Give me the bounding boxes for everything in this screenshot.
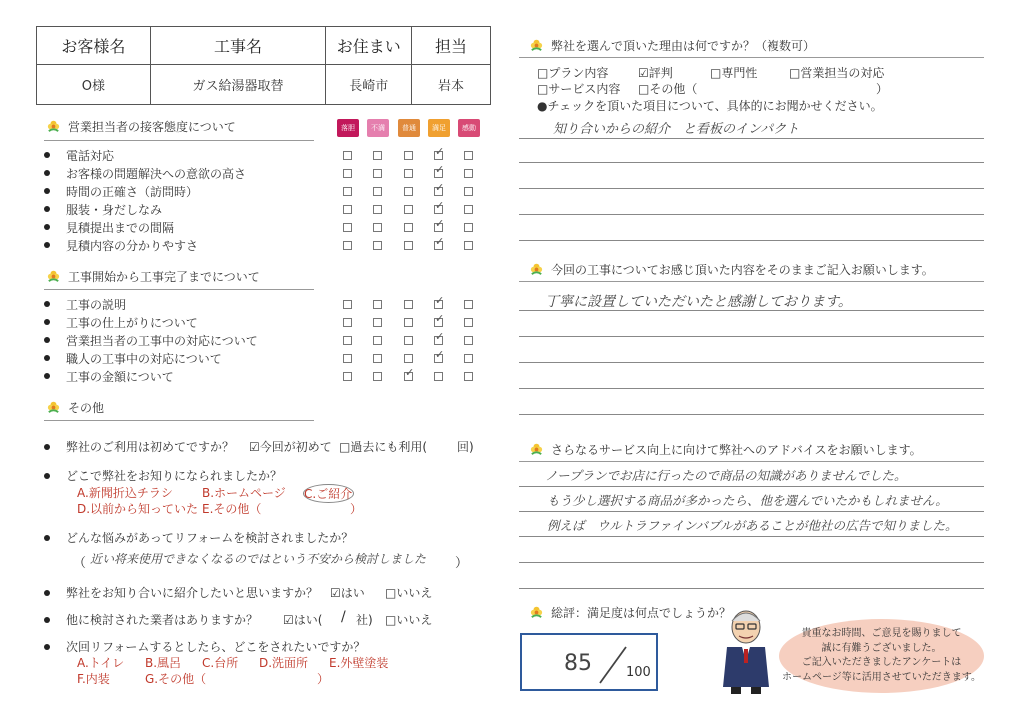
rating-checkbox[interactable] — [343, 187, 352, 196]
section-title: 工事開始から工事完了までについて — [68, 270, 260, 284]
score-box[interactable] — [520, 633, 658, 691]
rating-checkbox[interactable] — [464, 151, 473, 160]
rating-checkbox[interactable] — [404, 354, 413, 363]
bullet — [44, 206, 50, 212]
rating-checkbox[interactable] — [373, 169, 382, 178]
flower-icon — [46, 400, 61, 415]
check-mark-icon: ✓ — [435, 199, 445, 212]
rating-checkbox[interactable] — [343, 318, 352, 327]
check-mark-icon: ✓ — [435, 235, 445, 248]
q-how-know: どこで弊社をお知りになられましたか？ — [44, 467, 282, 484]
rating-checkbox[interactable] — [343, 300, 352, 309]
bullet — [44, 188, 50, 194]
rating-row-label: 工事の仕上がりについて — [66, 315, 198, 330]
check-mark-icon: ✓ — [435, 312, 445, 325]
project-name: ガス給湯器取替 — [150, 65, 326, 105]
opt-reputation[interactable]: ☑評判 — [638, 66, 673, 80]
staff-value: 岩本 — [412, 65, 491, 105]
customer-name: O様 — [37, 65, 151, 105]
bullet — [44, 224, 50, 230]
opt-washroom[interactable]: D.洗面所 — [259, 656, 309, 670]
rating-row — [44, 165, 246, 181]
rating-badge: 普通 — [398, 119, 420, 137]
rating-checkbox[interactable] — [373, 151, 382, 160]
rating-checkbox[interactable] — [373, 187, 382, 196]
opt-recommend-yes[interactable]: ☑はい — [330, 586, 365, 600]
rating-row — [44, 350, 222, 366]
rating-checkbox[interactable] — [373, 354, 382, 363]
section-title: 営業担当者の接客態度について — [68, 120, 236, 134]
opt-recommend-no[interactable]: □いいえ — [385, 586, 433, 600]
rating-checkbox[interactable] — [343, 336, 352, 345]
rating-checkbox[interactable] — [343, 205, 352, 214]
opt-toilet[interactable]: A.トイレ — [77, 656, 125, 670]
reason-answer: 知り合いからの紹介 と看板のインパクト — [553, 122, 800, 137]
bullet — [44, 590, 50, 596]
rating-checkbox[interactable] — [464, 318, 473, 327]
bullet — [44, 644, 50, 650]
rating-checkbox[interactable] — [464, 187, 473, 196]
rating-row-label: 職人の工事中の対応について — [66, 351, 222, 366]
check-mark-icon: ✓ — [435, 294, 445, 307]
rating-badge: 不満 — [367, 119, 389, 137]
rating-checkbox[interactable] — [373, 300, 382, 309]
address-value: 長崎市 — [326, 65, 412, 105]
header-staff: 担当 — [412, 27, 491, 65]
rating-badge: 満足 — [428, 119, 450, 137]
section-advice: さらなるサービス向上に向けて弊社へのアドバイスをお願いします。 — [529, 441, 922, 458]
rating-row-label: 営業担当者の工事中の対応について — [66, 333, 258, 348]
opt-used-before[interactable]: □過去にも利用( — [339, 440, 428, 454]
rating-checkbox[interactable] — [343, 169, 352, 178]
rating-checkbox[interactable] — [434, 372, 443, 381]
rating-row-label: 工事の説明 — [66, 297, 127, 312]
divider — [44, 420, 314, 421]
check-mark-icon: ✓ — [435, 348, 445, 361]
rating-checkbox[interactable] — [404, 300, 413, 309]
opt-referral[interactable]: C.ご紹介 — [303, 484, 354, 503]
divider — [519, 461, 984, 462]
rating-checkbox[interactable] — [404, 187, 413, 196]
rating-row — [44, 201, 162, 217]
section-title: その他 — [68, 401, 105, 415]
section-sales-attitude — [46, 118, 236, 135]
opt-staff-response[interactable]: □営業担当の対応 — [789, 66, 885, 80]
advice-line: もう少し選択する商品が多かったら、他を選んでいたかもしれません。 — [547, 493, 948, 508]
rating-row — [44, 237, 198, 253]
rating-checkbox[interactable] — [343, 223, 352, 232]
rating-checkbox[interactable] — [464, 354, 473, 363]
rating-row-label: 工事の金額について — [66, 369, 174, 384]
flower-icon — [529, 262, 544, 277]
rating-badge: 感動 — [458, 119, 480, 137]
opt-service[interactable]: □サービス内容 — [537, 82, 621, 96]
flower-icon — [46, 269, 61, 284]
opt-used-before-end: 回) — [457, 440, 474, 454]
rating-checkbox[interactable] — [373, 318, 382, 327]
q-recommend: 弊社をお知り合いに紹介したいと思いますか？ — [44, 584, 318, 601]
divider — [519, 57, 984, 58]
rating-row-label: 服装・身だしなみ — [66, 202, 163, 217]
rating-row-label: 見積提出までの間隔 — [66, 220, 175, 235]
rating-checkbox[interactable] — [404, 169, 413, 178]
flower-icon — [46, 119, 61, 134]
divider — [44, 140, 314, 141]
rating-checkbox[interactable] — [404, 241, 413, 250]
opt-other[interactable]: E.その他（ — [202, 502, 262, 516]
rating-checkbox[interactable] — [464, 205, 473, 214]
advice-line: 例えば ウルトラファインバブルがあることが他社の広告で知りました。 — [547, 518, 958, 533]
header-customer: お客様名 — [37, 27, 151, 65]
opt-first-time[interactable]: ☑今回が初めて — [249, 440, 332, 454]
opt-other-end: ） — [350, 502, 363, 516]
rating-checkbox[interactable] — [343, 372, 352, 381]
opt-bath[interactable]: B.風呂 — [145, 656, 182, 670]
opt-vendors-no[interactable]: □いいえ — [385, 613, 433, 627]
check-mark-icon: ✓ — [435, 217, 445, 230]
bullet — [44, 444, 50, 450]
opt-next-other[interactable]: G.その他（ — [145, 672, 207, 686]
flower-icon — [529, 38, 544, 53]
check-mark-icon: ✓ — [435, 330, 445, 343]
rating-checkbox[interactable] — [404, 205, 413, 214]
rating-checkbox[interactable] — [404, 318, 413, 327]
header-project: 工事名 — [150, 27, 326, 65]
rating-row — [44, 183, 198, 199]
bullet — [44, 170, 50, 176]
section-other — [46, 399, 104, 416]
opt-known-before[interactable]: D.以前から知っていた — [77, 502, 199, 516]
check-mark-icon: ✓ — [435, 145, 445, 158]
rating-checkbox[interactable] — [464, 223, 473, 232]
rating-checkbox[interactable] — [464, 336, 473, 345]
bullet — [44, 355, 50, 361]
rating-row — [44, 368, 174, 384]
rating-checkbox[interactable] — [464, 241, 473, 250]
q-first-time: 弊社のご利用は初めてですか？ — [44, 438, 234, 455]
check-mark-icon: ✓ — [435, 181, 445, 194]
rating-checkbox[interactable] — [373, 336, 382, 345]
customer-info-table — [36, 26, 491, 105]
opt-expertise[interactable]: □専門性 — [710, 66, 758, 80]
rating-checkbox[interactable] — [343, 151, 352, 160]
rating-row-label: 見積内容の分かりやすさ — [66, 238, 199, 253]
bullet — [44, 473, 50, 479]
bullet — [44, 373, 50, 379]
q-concern: どんな悩みがあってリフォームを検討されましたか？ — [44, 529, 353, 546]
bullet — [44, 617, 50, 623]
bullet — [44, 301, 50, 307]
rating-row — [44, 314, 198, 330]
rating-row — [44, 296, 126, 312]
rating-checkbox[interactable] — [343, 354, 352, 363]
rating-row — [44, 332, 258, 348]
header-address: お住まい — [326, 27, 412, 65]
opt-newspaper[interactable]: A.新聞折込チラシ — [77, 486, 173, 500]
rating-checkbox[interactable] — [373, 223, 382, 232]
flower-icon — [529, 442, 544, 457]
rating-row-label: 時間の正確さ（訪問時） — [66, 184, 199, 199]
slash-icon — [596, 645, 630, 685]
q-other-vendors: 他に検討された業者はありますか？ — [44, 611, 258, 628]
bullet — [44, 337, 50, 343]
thanks-bubble: 貴重なお時間、ご意見を賜りまして 誠に有難うございました。 ご記入いただきましたアンケートは ホームページ等に活用させていただきます。 — [779, 619, 984, 693]
opt-exterior[interactable]: E.外壁塗装 — [329, 656, 389, 670]
rating-checkbox[interactable] — [464, 169, 473, 178]
opt-plan[interactable]: □プラン内容 — [537, 66, 609, 80]
section-impression: 今回の工事についてお感じ頂いた内容をそのままご記入お願いします。 — [529, 261, 934, 278]
divider — [519, 281, 984, 282]
rating-checkbox[interactable] — [404, 336, 413, 345]
check-mark-icon: ✓ — [435, 163, 445, 176]
divider — [44, 289, 314, 290]
opt-interior[interactable]: F.内装 — [77, 672, 110, 686]
concern-answer: 近い将来使用できなくなるのではという不安から検討しました — [90, 552, 427, 566]
rating-checkbox[interactable] — [404, 223, 413, 232]
bullet — [44, 152, 50, 158]
reason-followup: ●チェックを頂いた項目について、具体的にお聞かせください。 — [537, 99, 883, 113]
rating-checkbox[interactable] — [373, 205, 382, 214]
section-reason: 弊社を選んで頂いた理由は何ですか？（複数可） — [529, 37, 815, 54]
rating-checkbox[interactable] — [464, 372, 473, 381]
impression-answer: 丁寧に設置していただいたと感謝しております。 — [545, 294, 852, 310]
bullet — [44, 319, 50, 325]
rating-checkbox[interactable] — [404, 151, 413, 160]
score-max: 100 — [626, 665, 651, 680]
rating-checkbox[interactable] — [343, 241, 352, 250]
rating-checkbox[interactable] — [373, 372, 382, 381]
rating-badge: 落胆 — [337, 119, 359, 137]
advice-line: ノープランでお店に行ったので商品の知識がありませんでした。 — [545, 468, 907, 483]
bullet — [44, 242, 50, 248]
opt-vendors-yes[interactable]: ☑はい( — [283, 613, 323, 627]
rating-checkbox[interactable] — [373, 241, 382, 250]
opt-homepage[interactable]: B.ホームページ — [202, 486, 286, 500]
check-mark-icon: ✓ — [405, 366, 415, 379]
rating-row-label: お客様の問題解決への意欲の高さ — [66, 166, 247, 181]
opt-kitchen[interactable]: C.台所 — [202, 656, 239, 670]
opt-reason-other[interactable]: □その他（ — [638, 82, 698, 96]
section-construction — [46, 268, 260, 285]
flower-icon — [529, 605, 544, 620]
rating-checkbox[interactable] — [464, 300, 473, 309]
mascot-illustration — [717, 607, 775, 695]
rating-row — [44, 147, 114, 163]
rating-row — [44, 219, 174, 235]
q-next-reform: 次回リフォームするとしたら、どこをされたいですか？ — [44, 638, 365, 655]
bullet — [44, 535, 50, 541]
rating-row-label: 電話対応 — [66, 148, 115, 163]
score-value: 85 — [564, 651, 592, 676]
section-score: 総評：満足度は何点でしょうか？ — [529, 604, 731, 621]
